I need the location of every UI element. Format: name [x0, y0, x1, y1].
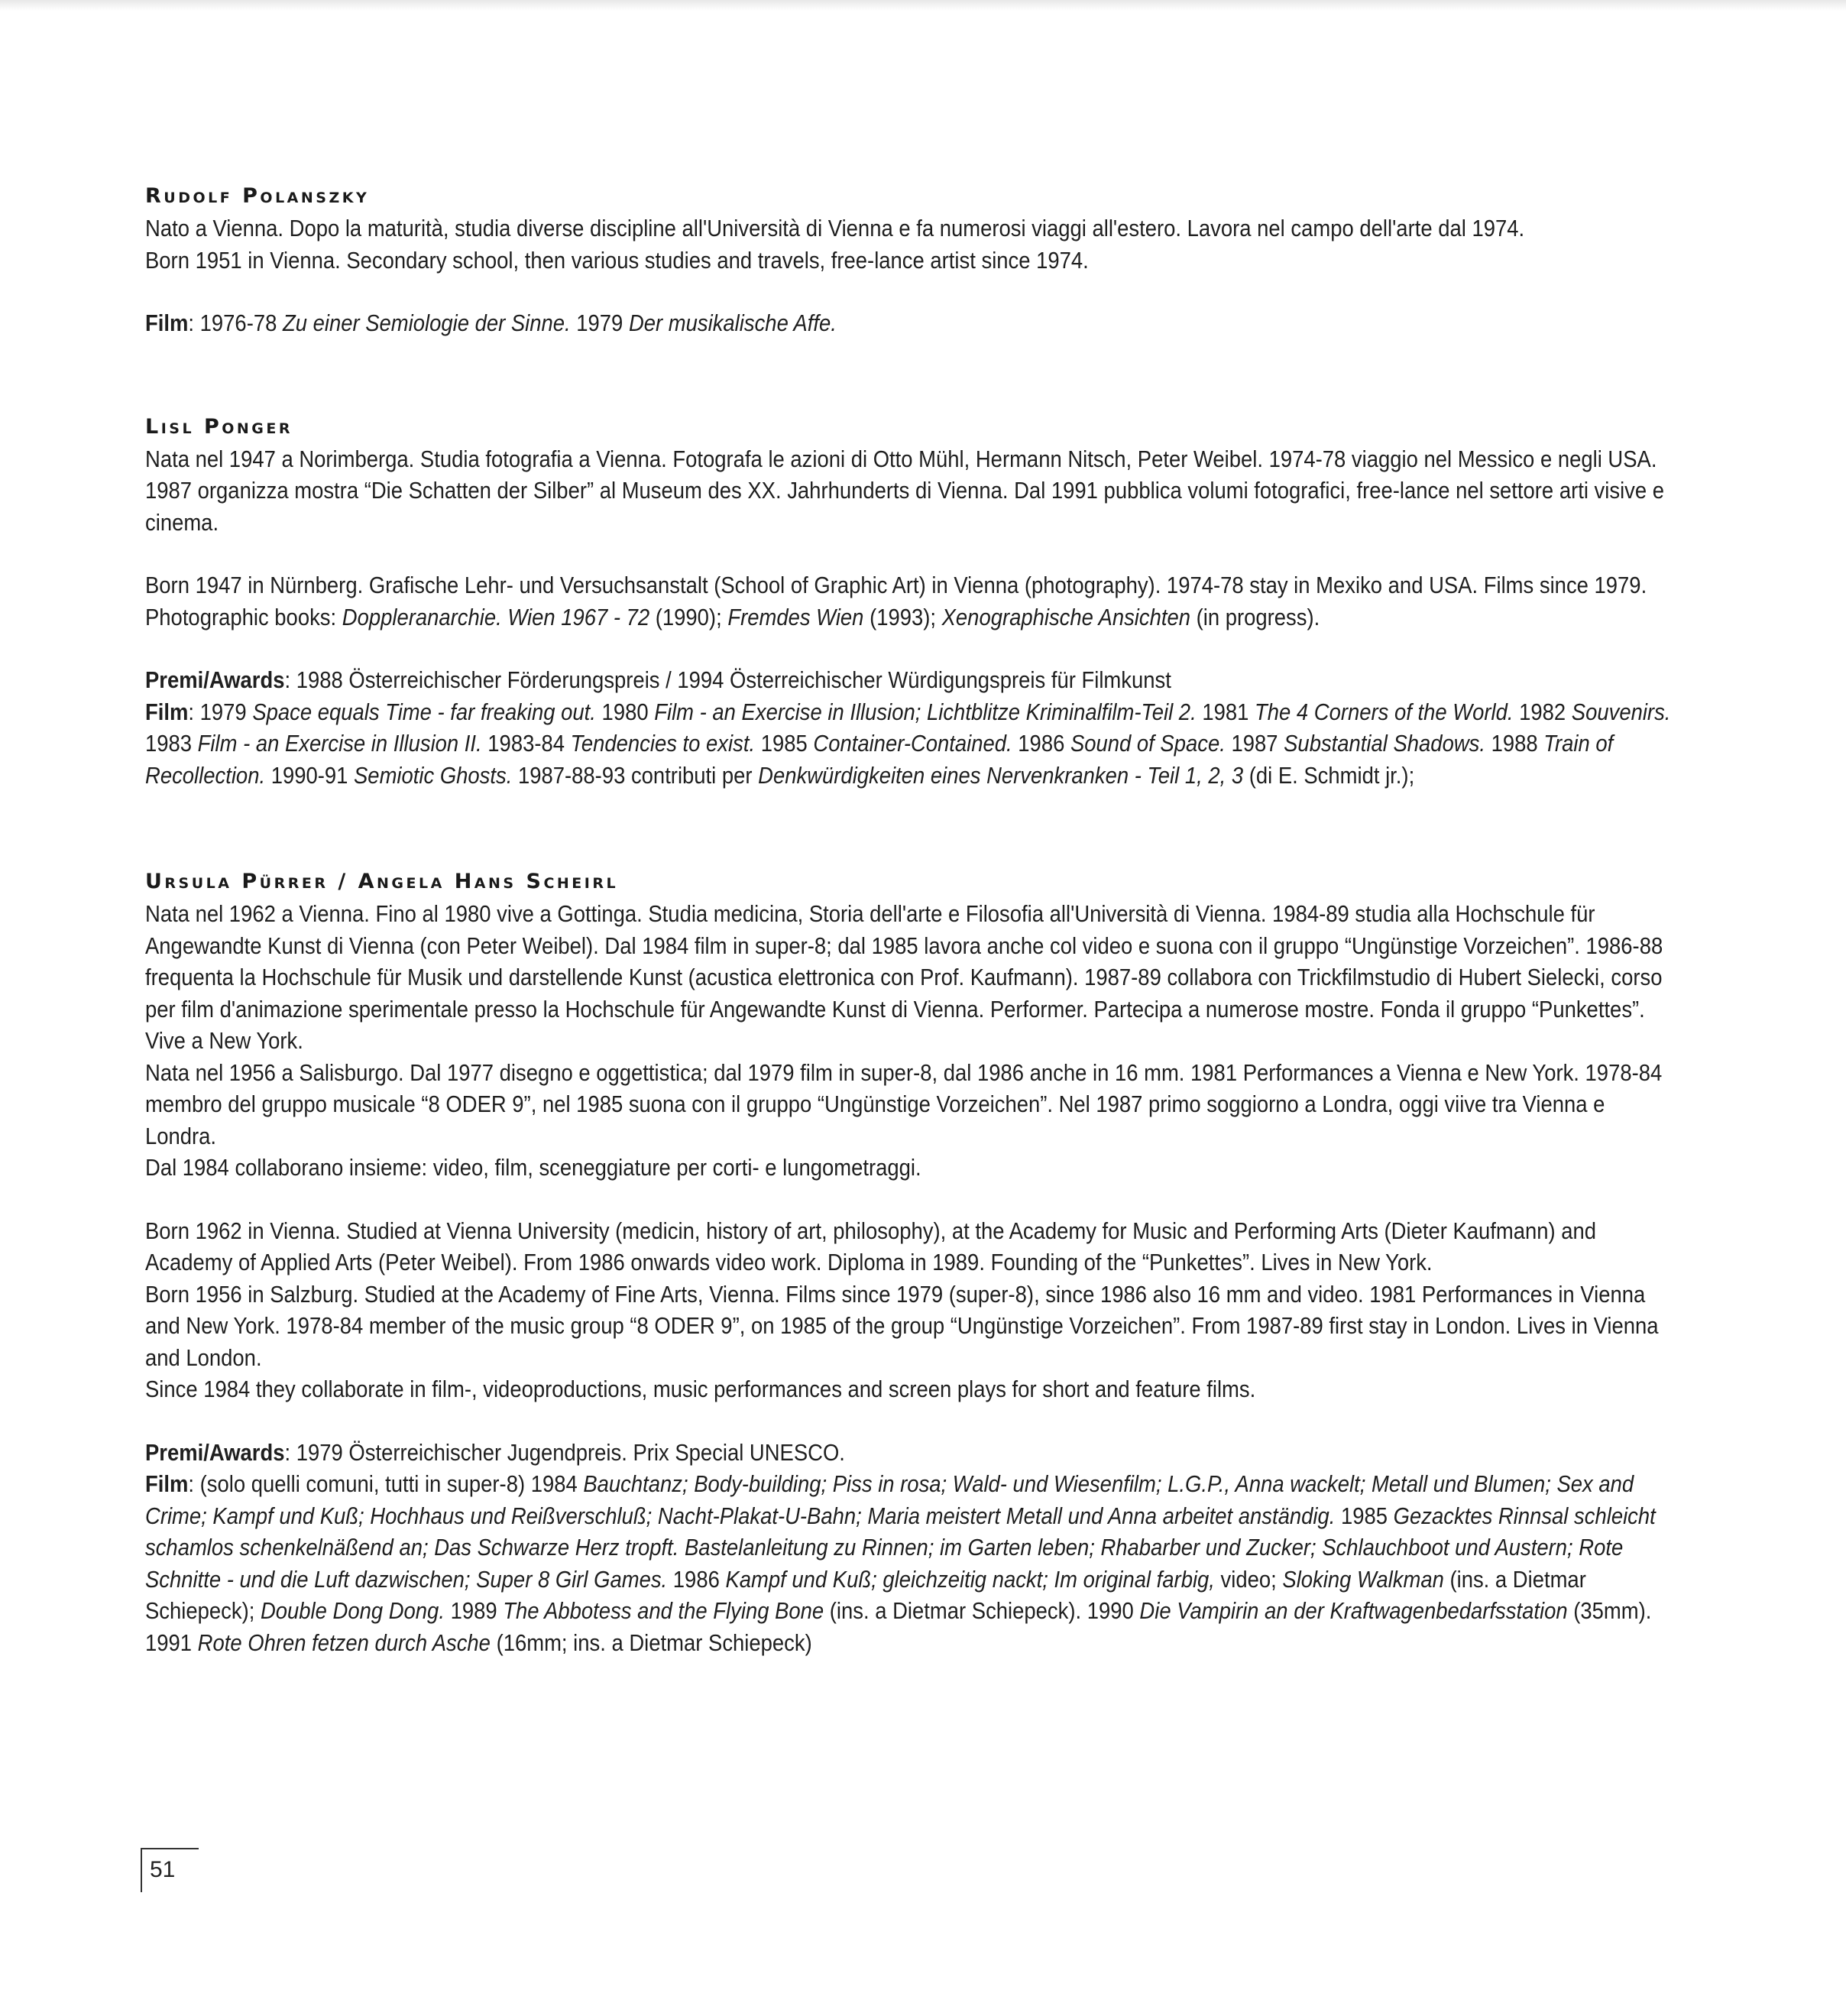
film-title: Double Dong Dong.: [260, 1597, 445, 1624]
artist-name: Ursula Pürrer / Angela Hans Scheirl: [145, 870, 619, 893]
film-year: 1976-78: [199, 310, 283, 336]
artist-name: Rudolf Polanszky: [145, 184, 370, 208]
film-year: 1988: [1485, 730, 1544, 757]
filmography: Film: (solo quelli comuni, tutti in super-8) 1984 Bauchtanz; Body-building; Piss in rosa; Wald- und Wiesenfilm; L.G.P., Anna wackelt; Metall und Blumen; Sex and Crime; Kampf und Kuß; Hochhaus und Reißverschluß; Nacht-Plakat-U-Bahn; Maria meistert Metall und Anna arbeitet anständig. 1985 Gezacktes Rinnsal schleicht schamlos schenkelnäßend an; Das Schwarze Herz tropft. Bastelanleitung zu Rinnen; im Garten leben; Rhabarber und Zucker; Schlauchboot und Austern; Rote Schnitte - und die Luft dazwischen; Super 8 Girl Games. 1986 Kampf und Kuß; gleichzeitig nackt; Im original farbig, video; Sloking Walkman (ins. a Dietmar Schiepeck); Double Dong Dong. 1989 The Abbotess and the Flying Bone (ins. a Dietmar Schiepeck). 1990 Die Vampirin an der Kraftwagenbedarfsstation (35mm). 1991 Rote Ohren fetzen durch Asche (16mm; ins. a Dietmar Schiepeck): [145, 1470, 1656, 1656]
book-title: Xenographische Ansichten: [941, 603, 1191, 630]
spacer: [145, 1184, 1673, 1215]
artist-entry-ponger: [145, 413, 1673, 792]
bio-text: (1990);: [649, 603, 728, 630]
bio-text: (1993);: [863, 603, 942, 630]
film-year: 1986: [1012, 730, 1070, 757]
film-title: Sloking Walkman: [1282, 1565, 1444, 1593]
film-year: 1985: [755, 730, 814, 757]
bio-text: (in progress).: [1190, 603, 1320, 630]
film-note: (ins. a Dietmar Schiepeck);: [145, 1565, 1586, 1624]
film-title: Der musikalische Affe.: [628, 310, 837, 336]
film-title: Souvenirs.: [1571, 698, 1671, 725]
film-title: The Abbotess and the Flying Bone: [503, 1597, 824, 1624]
page-content: [145, 182, 1673, 1741]
film-label: Film: [145, 698, 189, 725]
film-note: (di E. Schmidt jr.);: [1243, 761, 1415, 789]
film-title: Semiotic Ghosts.: [354, 761, 513, 789]
artist-entry-polanszky: [145, 182, 1673, 339]
bio-english-joint: Since 1984 they collaborate in film-, videoproductions, music performances and screen plays for short and feature films.: [145, 1376, 1256, 1402]
film-title: Train of Recollection.: [145, 730, 1614, 789]
book-title: Fremdes Wien: [727, 603, 864, 630]
bio-english: Born 1951 in Vienna. Secondary school, then various studies and travels, free-lance artist since 1974.: [145, 246, 1089, 274]
film-year: 1987: [1225, 730, 1284, 757]
film-title: Kampf und Kuß; gleichzeitig nackt; Im original farbig,: [725, 1565, 1215, 1593]
bio-italian-joint: Dal 1984 collaborano insieme: video, film, sceneggiature per corti- e lungometraggi.: [145, 1154, 921, 1181]
film-note: (ins. a Dietmar Schiepeck). 1990: [824, 1597, 1140, 1624]
bio-italian-scheirl: Nata nel 1956 a Salisburgo. Dal 1977 disegno e oggettistica; dal 1979 film in super-8, dal 1986 anche in 16 mm. 1981 Performances a Vienna e New York. 1978-84 membro del gruppo musicale “8 ODER 9”, nel 1985 suona con il gruppo “Ungünstige Vorzeichen”. Nel 1987 primo soggiorno a Londra, oggi viive tra Vienna e Londra.: [145, 1058, 1663, 1149]
film-year: 1985: [1335, 1502, 1394, 1529]
film-title: Substantial Shadows.: [1284, 730, 1485, 757]
bio-italian-puerrer: Nata nel 1962 a Vienna. Fino al 1980 vive a Gottinga. Studia medicina, Storia dell'arte e Filosofia all'Università di Vienna. 1984-89 studia alla Hochschule für Angewandte Kunst di Vienna (con Peter Weibel). Dal 1984 film in super-8; dal 1985 lavora anche col video e suona con il gruppo “Ungünstige Vorzeichen”. 1986-88 frequenta la Hochschule für Musik und darstellende Kunst (acustica elettronica con Prof. Kaufmann). 1987-89 collabora con Trickfilmstudio di Hubert Sielecki, corso per film d'animazione sperimentale presso la Hochschule für Angewandte Kunst di Vienna. Performer. Partecipa a numerose mostre. Fonda il gruppo “Punkettes”. Vive a New York.: [145, 900, 1663, 1054]
film-year: 1982: [1513, 698, 1572, 725]
film-title: Tendencies to exist.: [570, 730, 756, 757]
awards-label: Premi/Awards: [145, 666, 285, 693]
bio-italian: Nata nel 1947 a Norimberga. Studia fotografia a Vienna. Fotografa le azioni di Otto Mühl, Hermann Nitsch, Peter Weibel. 1974-78 viaggio nel Messico e negli USA. 1987 organizza mostra “Die Schatten der Silber” al Museum des XX. Jahrhunderts di Vienna. Dal 1991 pubblica volumi fotografici, free-lance nel settore arti visive e cinema.: [145, 445, 1665, 536]
page-number: 51: [150, 1857, 176, 1882]
spacer: [145, 633, 1673, 664]
awards: Premi/Awards: 1988 Österreichischer Förderungspreis / 1994 Österreichischer Würdigungspreis für Filmkunst: [145, 666, 1171, 693]
bio-english-scheirl: Born 1956 in Salzburg. Studied at the Academy of Fine Arts, Vienna. Films since 1979 (super-8), since 1986 also 16 mm and video. 1981 Performances in Vienna and New York. 1978-84 member of the music group “8 ODER 9”, on 1985 of the group “Ungünstige Vorzeichen”. From 1987-89 first stay in London. Lives in Vienna and London.: [145, 1280, 1659, 1371]
film-year: 1989: [444, 1597, 504, 1624]
film-title: Container-Contained.: [813, 730, 1012, 757]
film-title: Zu einer Semiologie der Sinne.: [282, 310, 571, 336]
awards-text: 1988 Österreichischer Förderungspreis / 1994 Österreichischer Würdigungspreis für Filmkunst: [296, 666, 1171, 693]
film-label: Film: [145, 1470, 189, 1497]
bio-italian: Nato a Vienna. Dopo la maturità, studia diverse discipline all'Università di Vienna e fa numerosi viaggi all'estero. Lavora nel campo dell'arte dal 1974.: [145, 215, 1525, 241]
awards-label: Premi/Awards: [145, 1438, 285, 1466]
film-year: 1986: [667, 1565, 726, 1593]
film-note: 1987-88-93 contributi per: [512, 761, 759, 789]
film-year: 1981: [1196, 698, 1255, 725]
film-year: 1990-91: [265, 761, 355, 789]
spacer: [145, 538, 1673, 569]
scan-edge: [0, 0, 1846, 11]
awards-text: 1979 Österreichischer Jugendpreis. Prix Special UNESCO.: [296, 1438, 845, 1466]
film-title: Sound of Space.: [1070, 730, 1226, 757]
film-year: 1983: [145, 730, 198, 757]
spacer: [145, 1405, 1673, 1437]
bio-english: [145, 569, 1673, 633]
spacer: [145, 276, 1673, 307]
film-year: 1983-84: [481, 730, 571, 757]
film-note: (solo quelli comuni, tutti in super-8) 1984: [199, 1470, 584, 1497]
film-title: Denkwürdigkeiten eines Nervenkranken - Teil 1, 2, 3: [758, 761, 1244, 789]
film-title: Film - an Exercise in Illusion; Lichtblitze Kriminalfilm-Teil 2.: [654, 698, 1197, 725]
film-note: (35mm). 1991: [145, 1597, 1652, 1656]
film-title: Bauchtanz; Body-building; Piss in rosa; Wald- und Wiesenfilm; L.G.P., Anna wackelt; Metall und Blumen; Sex and Crime; Kampf und Kuß; Hochhaus und Reißverschluß; Nacht-Plakat-U-Bahn; Maria meistert Metall und Anna arbeitet anständig.: [145, 1470, 1634, 1529]
film-title: Space equals Time - far freaking out.: [252, 698, 596, 725]
film-label: Film: [145, 310, 189, 336]
artist-entry-puerrer-scheirl: [145, 867, 1673, 1658]
awards: Premi/Awards: 1979 Österreichischer Jugendpreis. Prix Special UNESCO.: [145, 1438, 845, 1466]
page-number-box: [141, 1848, 199, 1892]
film-title: Die Vampirin an der Kraftwagenbedarfsstation: [1139, 1597, 1568, 1624]
film-title: Rote Ohren fetzen durch Asche: [197, 1629, 491, 1656]
filmography: Film: 1979 Space equals Time - far freaking out. 1980 Film - an Exercise in Illusion; Lichtblitze Kriminalfilm-Teil 2. 1981 The 4 Corners of the World. 1982 Souvenirs. 1983 Film - an Exercise in Illusion II. 1983-84 Tendencies to exist. 1985 Container-Contained. 1986 Sound of Space. 1987 Substantial Shadows. 1988 Train of Recollection. 1990-91 Semiotic Ghosts. 1987-88-93 contributi per Denkwürdigkeiten eines Nervenkranken - Teil 1, 2, 3 (di E. Schmidt jr.);: [145, 698, 1671, 789]
film-title: Film - an Exercise in Illusion II.: [197, 730, 482, 757]
film-year: 1979: [570, 310, 629, 336]
film-note: video;: [1214, 1565, 1283, 1593]
film-title: Gezacktes Rinnsal schleicht schamlos schenkelnäßend an; Das Schwarze Herz tropft. Bastelanleitung zu Rinnen; im Garten leben; Rhabarber und Zucker; Schlauchboot und Austern; Rote Schnitte - und die Luft dazwischen; Super 8 Girl Games.: [145, 1502, 1656, 1593]
film-note: (16mm; ins. a Dietmar Schiepeck): [490, 1629, 812, 1656]
filmography: Film: 1976-78 Zu einer Semiologie der Sinne. 1979 Der musikalische Affe.: [145, 310, 837, 336]
book-title: Doppleranarchie. Wien 1967 - 72: [342, 603, 650, 630]
bio-text: Born 1947 in Nürnberg. Grafische Lehr- und Versuchsanstalt (School of Graphic Art) in Vienna (photography). 1974-78 stay in Mexiko and USA. Films since 1979. Photographic books:: [145, 572, 1647, 630]
film-year: 1979: [199, 698, 253, 725]
artist-name: Lisl Ponger: [145, 414, 293, 439]
film-year: 1980: [595, 698, 655, 725]
film-title: The 4 Corners of the World.: [1254, 698, 1514, 725]
bio-english-puerrer: Born 1962 in Vienna. Studied at Vienna University (medicin, history of art, philosophy), at the Academy for Music and Performing Arts (Dieter Kaufmann) and Academy of Applied Arts (Peter Weibel). From 1986 onwards video work. Diploma in 1989. Founding of the “Punkettes”. Lives in New York.: [145, 1217, 1597, 1275]
